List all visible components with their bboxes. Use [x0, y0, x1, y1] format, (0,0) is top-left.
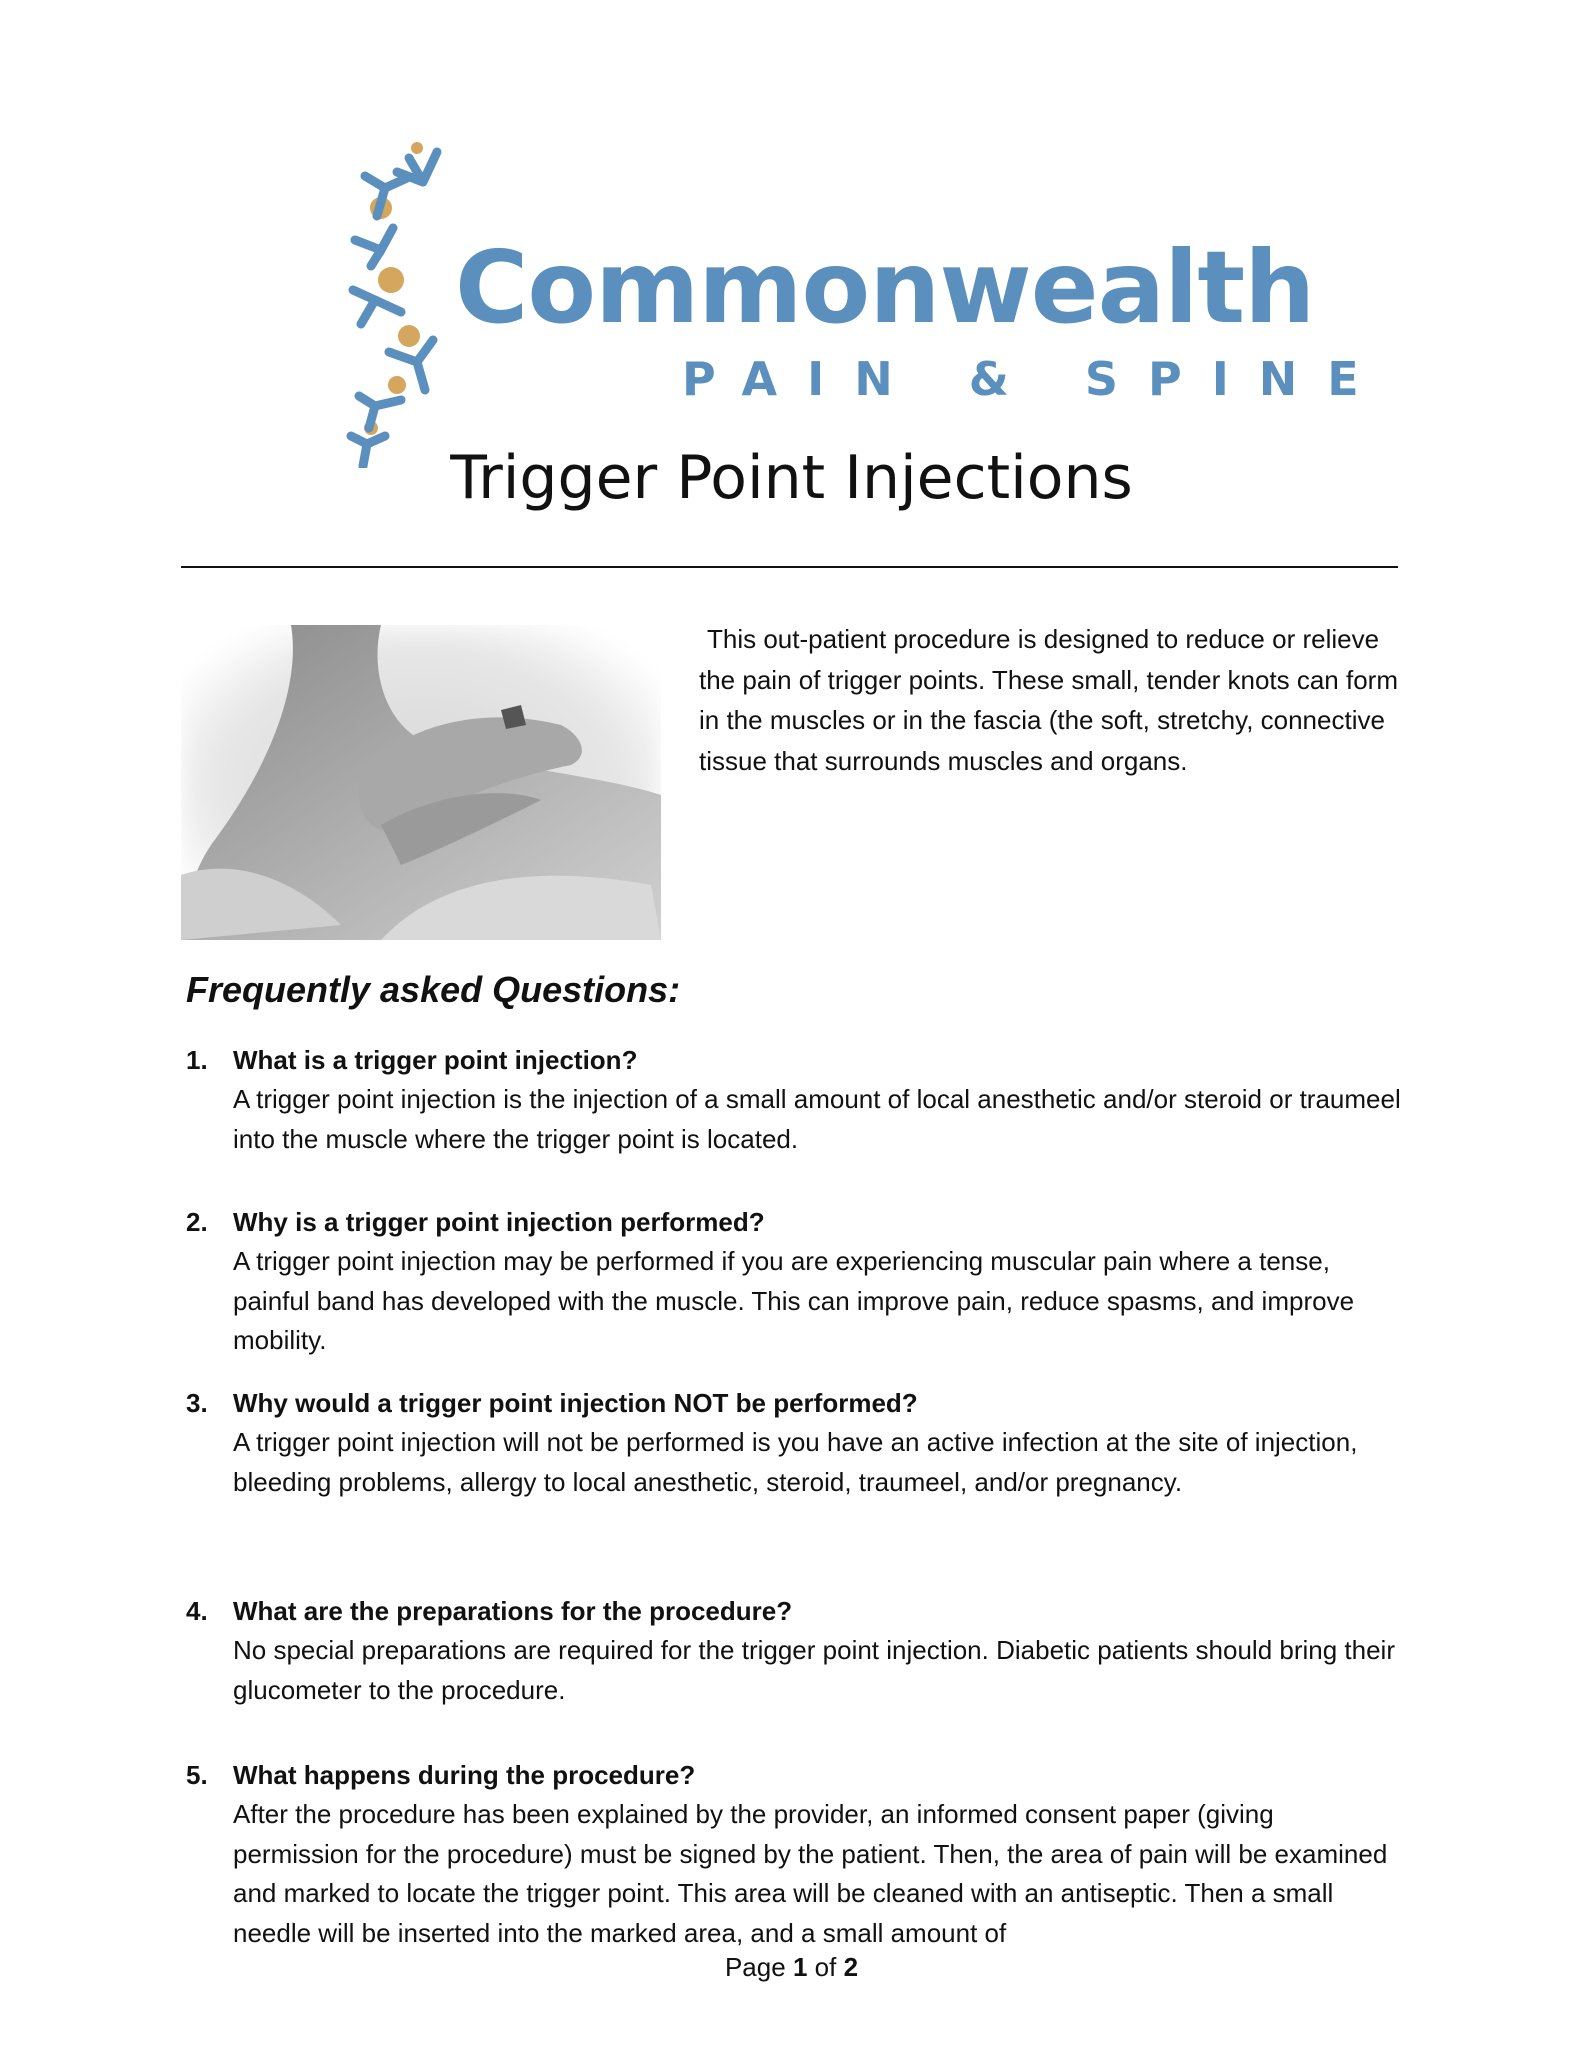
- faq-number: 2.: [186, 1207, 208, 1237]
- faq-answer: A trigger point injection may be performed if you are experiencing muscular pain where a tense, painful band has developed with the muscle. This can improve pain, reduce spasms, and improve mobility.: [233, 1246, 1355, 1355]
- faq-number: 1.: [186, 1045, 208, 1075]
- current-page: 1: [792, 1952, 808, 1982]
- neck-pain-photo: [181, 625, 661, 940]
- faq-question: What are the preparations for the procedure?: [233, 1596, 793, 1626]
- faq-question: Why would a trigger point injection NOT be performed?: [233, 1388, 918, 1418]
- brand-logo: [345, 138, 1389, 468]
- faq-answer: A trigger point injection is the injection of a small amount of local anesthetic and/or steroid or traumeel into the muscle where the trigger point is located.: [233, 1084, 1401, 1154]
- faq-number: 4.: [186, 1596, 208, 1626]
- spine-figures-icon: [345, 138, 445, 468]
- page-title: Trigger Point Injections: [450, 443, 1133, 513]
- brand-name: Commonwealth: [455, 229, 1315, 346]
- title-divider: [181, 566, 1398, 568]
- faq-question: What is a trigger point injection?: [233, 1045, 638, 1075]
- total-pages: 2: [843, 1952, 859, 1982]
- faq-number: 3.: [186, 1388, 208, 1418]
- faq-question: What happens during the procedure?: [233, 1760, 696, 1790]
- faq-question: Why is a trigger point injection performed?: [233, 1207, 765, 1237]
- brand-subtitle: PAIN & SPINE: [682, 352, 1389, 406]
- faq-number: 5.: [186, 1760, 208, 1790]
- page-of: of: [814, 1952, 837, 1982]
- intro-paragraph: This out-patient procedure is designed to reduce or relieve the pain of trigger points. These small, tender knots can form in the muscles or in the fascia (the soft, stretchy, connective tissue that surrounds muscles and organs.: [699, 624, 1398, 776]
- faq-answer: No special preparations are required for the trigger point injection. Diabetic patients should bring their glucometer to the procedure.: [233, 1635, 1395, 1705]
- faq-answer: After the procedure has been explained by the provider, an informed consent paper (giving permission for the procedure) must be signed by the patient. Then, the area of pain will be examined and marked to locate the trigger point. This area will be cleaned with an antiseptic. Then a small needle will be inserted into the marked area, and a small amount of: [233, 1799, 1388, 1948]
- page-number: [0, 1954, 1583, 1980]
- faq-answer: A trigger point injection will not be performed is you have an active infection at the site of injection, bleeding problems, allergy to local anesthetic, steroid, traumeel, and/or pregnancy.: [233, 1427, 1358, 1497]
- page-label: Page: [724, 1952, 786, 1982]
- faq-heading: Frequently asked Questions:: [186, 969, 681, 1010]
